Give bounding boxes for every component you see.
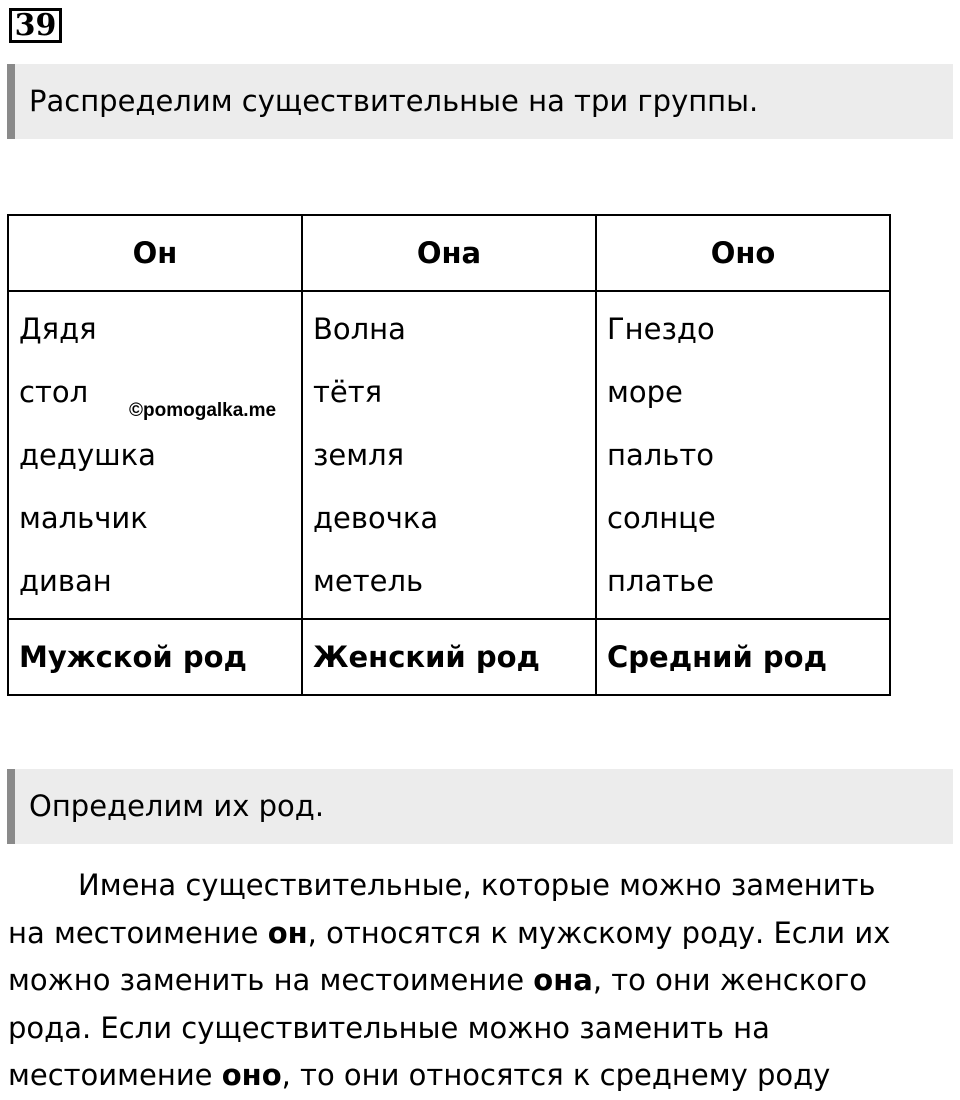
gender-feminine: Женский род xyxy=(302,619,596,695)
pronoun-she: она xyxy=(533,963,593,997)
explanation-line-5: местоимение оно, то они относятся к среднему роду xyxy=(8,1058,831,1092)
list-item: стол xyxy=(19,375,89,409)
list-item: земля xyxy=(313,438,405,472)
list-item: пальто xyxy=(607,438,714,472)
list-item: тётя xyxy=(313,375,383,409)
list-item: море xyxy=(607,375,683,409)
gender-masculine: Мужской род xyxy=(8,619,302,695)
list-item: мальчик xyxy=(19,501,148,535)
noun-gender-table xyxy=(7,214,891,696)
table-header-row xyxy=(8,215,890,291)
step-banner-distribute: Распределим существительные на три группы. xyxy=(7,64,953,139)
masculine-words-cell xyxy=(8,291,302,619)
feminine-words-cell xyxy=(302,291,596,619)
header-it: Оно xyxy=(596,215,890,291)
list-item: солнце xyxy=(607,501,716,535)
explanation-paragraph xyxy=(8,862,953,1100)
explanation-line-4: рода. Если существительные можно заменить на xyxy=(8,1010,770,1045)
header-she: Она xyxy=(302,215,596,291)
step-banner-determine: Определим их род. xyxy=(7,769,953,844)
list-item: Волна xyxy=(313,312,406,346)
watermark: ©pomogalka.me xyxy=(129,400,277,421)
list-item: диван xyxy=(19,564,112,598)
list-item: дедушка xyxy=(19,438,156,472)
gender-neuter: Средний род xyxy=(596,619,890,695)
pronoun-he: он xyxy=(267,915,308,950)
list-item: метель xyxy=(313,564,424,598)
explanation-line-2: на местоимение он, относятся к мужскому роду. Если их xyxy=(8,915,891,950)
table-words-row xyxy=(8,291,890,619)
neuter-words-cell xyxy=(596,291,890,619)
table-gender-row xyxy=(8,619,890,695)
task-number-badge: 39 xyxy=(9,8,62,43)
pronoun-it: оно xyxy=(221,1058,282,1092)
list-item: девочка xyxy=(313,501,439,535)
list-item: платье xyxy=(607,564,715,598)
list-item: Гнездо xyxy=(607,312,715,346)
list-item: Дядя xyxy=(19,312,97,346)
header-he: Он xyxy=(8,215,302,291)
explanation-line-3: можно заменить на местоимение она, то они женского xyxy=(8,963,867,997)
explanation-line-1: Имена существительные, которые можно заменить xyxy=(78,868,876,902)
